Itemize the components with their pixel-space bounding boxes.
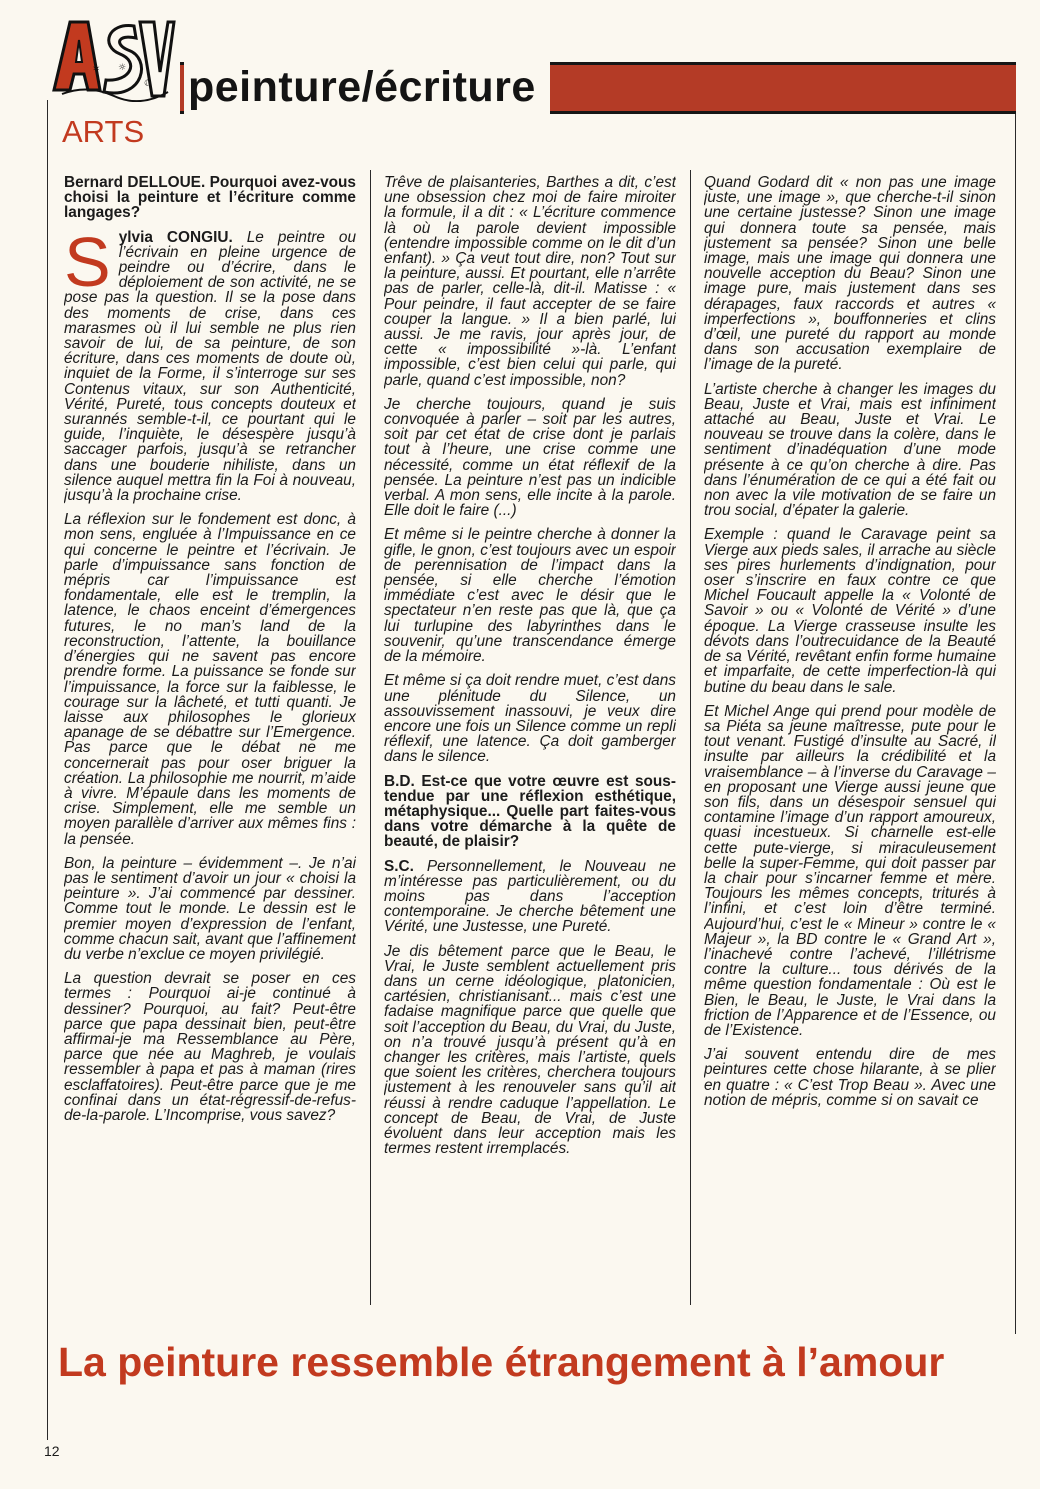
page-number: 12 (44, 1443, 60, 1459)
paragraph-text: Personnellement, le Nouveau ne m’intéresse pas particulièrement, ou du moins pas dans l’acception contemporaine. Je cherche bêtement une Vérité, une Justesse, une Pureté. (384, 857, 676, 936)
paragraph: Et même si ça doit rendre muet, c’est dans une plénitude du Silence, un assouvissement inassouvi, je veux dire encore une fois un Silence comme un repli réflexif, une latence. Ça doit gamberger dans le silence. (384, 672, 676, 766)
column-divider (370, 170, 371, 1305)
section-title: peinture/écriture (184, 62, 550, 114)
paragraph: Et même si le peintre cherche à donner la gifle, le gnon, c’est toujours avec un espoir de perennisation de l’impact dans la pensée, si elle cherche l’émotion immédiate c’est avec le désir que le spectateur n’en reste pas que là, que ça lui turlupine des labyrinthes dans le souvenir, qu’une transcendance émerge de la mémoire. (384, 526, 676, 666)
paragraph: Bon, la peinture – évidemment –. Je n’ai pas le sentiment d’avoir un jour « choisi la peinture ». J’ai commencé par dessiner. Comme tout le monde. Le dessin est le premier moyen d’expression de l’enfant, comme chacun sait, avant que l’affinement du verbe n’exclue ce moyen privilégié. (64, 854, 356, 963)
interview-question: Bernard DELLOUE. Pourquoi avez-vous choisi la peinture et l’écriture comme langages? (64, 175, 356, 222)
paragraph: L’artiste cherche à changer les images du Beau, Juste et Vrai, mais est infiniment attaché au Beau, Juste et Vrai. Le nouveau se trouve dans la colère, dans le sentiment d’inadéquation d’une mode présente à ce qu’on cherche à dire. Pas dans l’énumération de ce qui a été fait ou non avec la vile motivation de se faire un trou social, d’épater la galerie. (704, 380, 996, 520)
svg-text:☼: ☼ (118, 63, 127, 73)
paragraph: Quand Godard dit « non pas une image juste, une image », que cherche-t-il sinon une certaine justesse? Sinon une image qui donnera toute sa pensée, mais justement sa pensée? Sinon une belle image, mais une image qui donnera une nouvelle acception du Beau? Sinon une image pure, mais justement dans ses dérapages, faux raccords et autres « imperfections », bouffonneries et clins d’œil, une pureté du rapport au monde dans son accusation exemplaire de l’image de la pureté. (704, 175, 996, 374)
paragraph: J’ai souvent entendu dire de mes peintures cette chose hilarante, à se plier en quatre : « C’est Trop Beau ». Avec une notion de mépris, comme si on savait ce (704, 1046, 996, 1109)
paragraph: La réflexion sur le fondement est donc, à mon sens, engluée à l’Impuissance en ce qui concerne le peintre et l’écrivain. Je parle d’impuissance sans fonction de mépris car l’impuissance est fondamentale, elle est le tremplin, la latence, le chaos enceint d’émergences futures, le no man’s land de la reconstruction, l’attente, la bouillance d’énergies qui ne savent pas encore prendre forme. La puissance se fonde sur l’impuissance, la force sur la faiblesse, le courage sur la lâcheté, et tutti quanti. Je laisse aux philosophes le glorieux apanage de se débattre sur l’Emergence. Pas parce que le débat ne me concernerait pas pour oser briguer la création. La philosophie me nourrit, m’aide à vivre. M’épaule dans les moments de crise. Simplement, elle me semble un moyen parallèle d’arriver aux mêmes fins : la pensée. (64, 511, 356, 848)
svg-text:☾: ☾ (144, 79, 153, 89)
paragraph: La question devrait se poser en ces termes : Pourquoi ai-je continué à dessiner? Pourquoi, au fait? Peut-être parce que papa dessinait bien, peut-être affirmai-je ma Ressemblance au Père, parce que née au Maghreb, je voulais ressembler à papa et pas à maman (rires esclaffatoires). Peut-être parce que je me confinai dans un état-régressif-de-refus-de-la-parole. L’Incomprise, vous savez? (64, 970, 356, 1124)
right-border-line (1015, 114, 1016, 1334)
left-border-line (47, 100, 48, 1440)
paragraph: Je cherche toujours, quand je suis convoquée à parler – soit par les autres, soit par cet état de crise dont je parlais tout à l’heure, une crise comme une nécessité, comme un état réflexif de la pensée. La peinture n’est pas un indicible verbal. A mon sens, elle incite à la parole. Elle doit le faire (...) (384, 395, 676, 520)
interview-question: B.D. Est-ce que votre œuvre est sous-tendue par une réflexion esthétique, métaphysique... Quelle part faites-vous dans votre démarche à la quête de beauté, de plaisir? (384, 772, 676, 851)
lead-paragraph (64, 222, 356, 505)
paragraph: Exemple : quand le Caravage peint sa Vierge aux pieds sales, il arrache au siècle ses pires hurlements d’indignation, pour oser s’inscrire en faux contre ce que Michel Foucault appelle la « Volonté de Savoir » ou « Volonté de Vérité » d’une époque. La Vierge crasseuse insulte les dévots dans l’outrecuidance de la Beauté de sa Vérité, revêtant enfin forme humaine et imparfaite, de cette imperfection-là qui butine du beau dans le sale. (704, 526, 996, 696)
paragraph-text: Le peintre ou l’écrivain en pleine urgence de peindre ou d’écrire, dans le déploiement de son activité, ne se pose pas la question. Il se la pose dans des moments de crise, dans ces marasmes où il lui semble ne plus rien savoir de lui, de sa peinture, de son écriture, dans ces moments de doute où, inquiet de la Forme, il s’interroge sur ses Contenus vitaux, sur son Authenticité, Vérité, Pureté, tous concepts douteux et surannés semble-t-il, ce pourtant qui le guide, l’inquiète, le désespère jusqu’à saccager parfois, jusqu’à se retrancher dans une bouderie nihiliste, dans un silence auquel mettra fin la Foi à nouveau, jusqu’à la prochaine crise. (64, 228, 356, 505)
answer-paragraph (384, 859, 676, 935)
asv-logo (48, 16, 176, 102)
article-headline: La peinture ressemble étrangement à l’amour (58, 1339, 945, 1385)
rubric-label: ARTS (62, 114, 145, 149)
speaker-name: ylvia CONGIU. (118, 228, 233, 246)
text-column-1 (64, 175, 356, 1305)
column-divider (690, 170, 691, 1305)
paragraph: Trêve de plaisanteries, Barthes a dit, c’est une obsession chez moi de faire miroiter la formule, il a dit : « L’écriture commence là où la parole devient impossible (entendre impossible comme on le dit d’un enfant). » Ça veut tout dire, non? Tout sur la peinture, aussi. Et pourtant, elle n’arrête pas de parler, celle-là, dit-il. Matisse : « Pour peindre, il faut accepter de se faire couper la langue. » Il a bien parlé, lui aussi. Je me ravis, jour après jour, de cette « impossibilité »-là. L’enfant impossible, c’est bien celui qui parle, qui parle, quand c’est impossible, non? (384, 175, 676, 389)
paragraph: Et Michel Ange qui prend pour modèle de sa Piéta sa jeune maîtresse, pute pour le tout venant. Fustigé d’insulte au Sacré, il insulte par ailleurs la crédibilité et la vraisemblance – à l’inverse du Caravage – en proposant une Vierge aussi jeune que son fils, dans un désespoir sensuel qui contamine l’image d’un rapport amoureux, quasi incestueux. Si charnelle est-elle cette pute-vierge, si miraculeusement belle la super-Femme, qui doit passer par la chair pour s’incarner femme et mère. Toujours les mêmes concepts, triturés à l’infini, et c’est loin d’être terminé. Aujourd’hui, c’est le « Mineur » contre le « Majeur », la BD contre le « Grand Art », l’inachevé contre l’achevé, l’illétrisme contre la culture... tous dérivés de la même question fondamentale : Où est le Bien, le Beau, le Juste, le Vrai dans la friction de l’Apparence et de l’Essence, ou de l’Existence. (704, 702, 996, 1039)
drop-cap: S (64, 222, 111, 301)
svg-text:✶: ✶ (92, 64, 101, 75)
text-column-3 (704, 175, 996, 1305)
paragraph: Je dis bêtement parce que le Beau, le Vrai, le Juste semblent actuellement pris dans un cerne idéologique, platonicien, cartésien, christianisant... mais c’est une fadaise magnifique parce que quelle que soit l’acception du Beau, du Vrai, du Juste, on n’a trouvé jusqu’à présent qu’à en changer les critères, mais l’artiste, quels que soient les critères, cherchera toujours justement à les renouveler sans qu’il ait réussi à rendre caduque l’appellation. Le concept de Beau, de Vrai, de Juste évoluent dans leur acception mais les termes restent irremplacés. (384, 942, 676, 1158)
text-column-2 (384, 175, 676, 1305)
speaker-initials: S.C. (384, 857, 414, 875)
